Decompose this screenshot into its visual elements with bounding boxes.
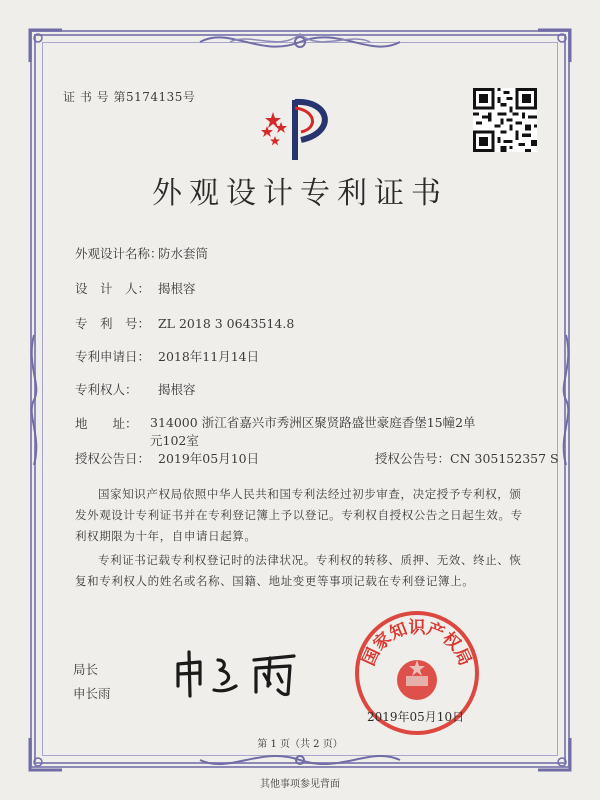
publication-number	[375, 449, 559, 467]
bottom-ornament-icon	[190, 748, 410, 778]
designer-value: 揭根容	[158, 281, 196, 296]
grant-date-value: 2019年05月10日	[158, 451, 260, 466]
certificate-number: 证 书 号 第5174135号	[63, 90, 196, 104]
patentee-label: 专利权人：	[75, 382, 138, 397]
handwritten-signature-icon	[170, 646, 310, 702]
design-name-label: 外观设计名称：	[75, 246, 163, 261]
corner-ornament-icon	[26, 26, 66, 66]
right-ornament-icon	[556, 330, 576, 470]
grant-date-row	[75, 449, 259, 467]
svg-text:国家知识产权局: 国家知识产权局	[359, 618, 475, 669]
filing-date-value: 2018年11月14日	[158, 349, 260, 364]
patent-number-value: ZL 2018 3 0643514.8	[158, 316, 295, 331]
publication-number-value: CN 305152357 S	[450, 451, 559, 466]
top-ornament-icon	[190, 24, 410, 60]
designer-row	[75, 279, 196, 297]
director-title: 局长	[73, 662, 99, 677]
address-label: 地 址：	[75, 416, 138, 431]
address-row	[75, 414, 158, 432]
corner-ornament-icon	[534, 26, 574, 66]
design-name-row	[75, 244, 208, 262]
director-name: 申长雨	[73, 686, 111, 701]
patent-number-row	[75, 314, 294, 332]
filing-date-row	[75, 347, 259, 365]
certificate-title: 外观设计专利证书	[152, 176, 448, 211]
patentee-row	[75, 380, 196, 398]
page-number: 第 1 页（共 2 页）	[257, 739, 343, 750]
designer-label: 设 计 人：	[75, 281, 151, 296]
publication-number-label: 授权公告号：	[375, 451, 451, 466]
qr-code-icon	[473, 88, 537, 152]
seal-date: 2019年05月10日	[367, 710, 465, 724]
patent-number-label: 专 利 号：	[75, 316, 151, 331]
address-value: 314000 浙江省嘉兴市秀洲区聚贤路盛世豪庭香堡15幢2单元102室	[150, 415, 476, 448]
grant-statement-paragraph: 国家知识产权局依照中华人民共和国专利法经过初步审查，决定授予专利权，颁发外观设计专利证书并在专利登记簿上予以登记。专利权自授权公告之日起生效。专利权期限为十年，自申请日起算。	[75, 487, 523, 543]
filing-date-label: 专利申请日：	[75, 349, 151, 364]
patent-office-logo-icon	[255, 92, 345, 167]
legal-status-paragraph: 专利证书记载专利权登记时的法律状况。专利权的转移、质押、无效、终止、恢复和专利权人的姓名或名称、国籍、地址变更等事项记载在专利登记簿上。	[75, 553, 522, 588]
footer-note: 其他事项参见背面	[260, 779, 340, 790]
left-ornament-icon	[24, 330, 44, 470]
grant-date-label: 授权公告日：	[75, 451, 151, 466]
patentee-value: 揭根容	[158, 382, 196, 397]
design-name-value: 防水套筒	[158, 246, 209, 261]
